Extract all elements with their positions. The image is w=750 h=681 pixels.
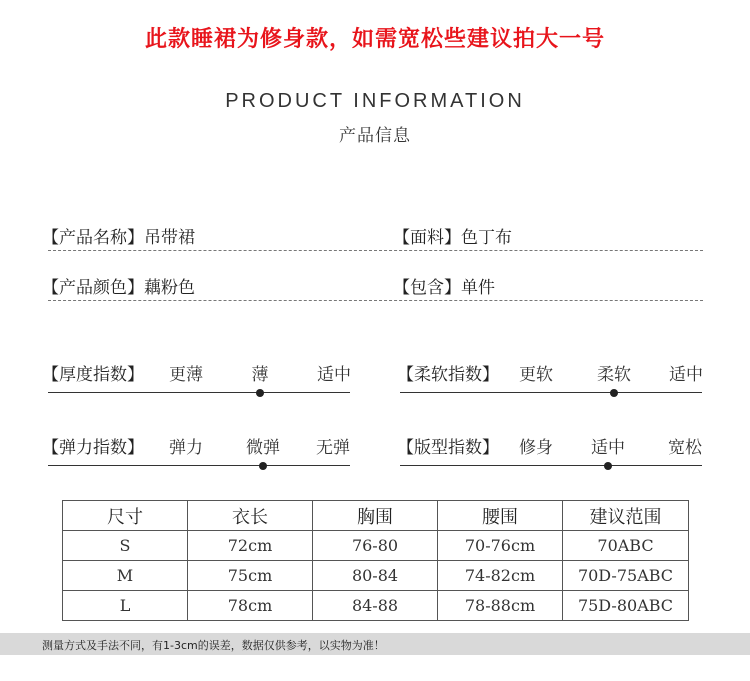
product-name-label: 【产品名称】: [42, 228, 144, 248]
footer-bar: [0, 633, 750, 655]
size-table-header-row: [63, 501, 689, 531]
thickness-option: 适中: [317, 365, 351, 385]
product-color-value: 藕粉色: [144, 278, 195, 298]
product-name-field: [42, 223, 195, 248]
cell-bust: 76-80: [313, 531, 438, 561]
header-length: 衣长: [188, 501, 313, 531]
thickness-index-label: 【厚度指数】: [42, 365, 144, 385]
cell-waist: 78-88cm: [438, 591, 563, 621]
divider: [48, 300, 703, 301]
thickness-option: 薄: [251, 365, 269, 385]
header-waist: 腰围: [438, 501, 563, 531]
elasticity-option: 无弹: [316, 438, 350, 458]
fit-index-label: 【版型指数】: [397, 438, 499, 458]
header-suggested-range: 建议范围: [563, 501, 689, 531]
size-table: [62, 500, 689, 621]
elasticity-option: 弹力: [169, 438, 203, 458]
fit-notice: 此款睡裙为修身款，如需宽松些建议拍大一号: [144, 26, 605, 52]
cell-length: 78cm: [188, 591, 313, 621]
elasticity-scale-line: [48, 465, 350, 466]
fit-option: 修身: [519, 438, 553, 458]
title-chinese: 产品信息: [339, 126, 411, 146]
cell-length: 75cm: [188, 561, 313, 591]
softness-option: 更软: [519, 365, 553, 385]
cell-range: 75D-80ABC: [563, 591, 689, 621]
header-bust: 胸围: [313, 501, 438, 531]
package-label: 【包含】: [393, 278, 461, 298]
softness-scale-line: [400, 392, 702, 393]
cell-range: 70D-75ABC: [563, 561, 689, 591]
fabric-value: 色丁布: [461, 228, 512, 248]
product-color-label: 【产品颜色】: [42, 278, 144, 298]
fit-option: 适中: [591, 438, 625, 458]
title-english: PRODUCT INFORMATION: [225, 90, 525, 112]
table-row: [63, 561, 689, 591]
cell-size: S: [63, 531, 188, 561]
package-field: [393, 273, 495, 298]
softness-scale-marker: [610, 389, 618, 397]
footer-disclaimer: 测量方式及手法不同，有1-3cm的误差，数据仅供参考，以实物为准！: [42, 639, 385, 652]
fabric-field: [393, 223, 512, 248]
cell-waist: 74-82cm: [438, 561, 563, 591]
elasticity-index-label: 【弹力指数】: [42, 438, 144, 458]
elasticity-option: 微弹: [246, 438, 280, 458]
product-name-value: 吊带裙: [144, 228, 195, 248]
cell-length: 72cm: [188, 531, 313, 561]
product-color-field: [42, 273, 195, 298]
cell-bust: 80-84: [313, 561, 438, 591]
softness-index-label: 【柔软指数】: [397, 365, 499, 385]
softness-option: 柔软: [597, 365, 631, 385]
table-row: [63, 591, 689, 621]
thickness-option: 更薄: [169, 365, 203, 385]
package-value: 单件: [461, 278, 495, 298]
cell-range: 70ABC: [563, 531, 689, 561]
fabric-label: 【面料】: [393, 228, 461, 248]
thickness-scale-line: [48, 392, 350, 393]
header-size: 尺寸: [63, 501, 188, 531]
divider: [48, 250, 703, 251]
fit-scale-line: [400, 465, 702, 466]
fit-option: 宽松: [668, 438, 702, 458]
cell-size: M: [63, 561, 188, 591]
elasticity-scale-marker: [259, 462, 267, 470]
softness-option: 适中: [669, 365, 703, 385]
cell-waist: 70-76cm: [438, 531, 563, 561]
cell-size: L: [63, 591, 188, 621]
fit-scale-marker: [604, 462, 612, 470]
table-row: [63, 531, 689, 561]
cell-bust: 84-88: [313, 591, 438, 621]
thickness-scale-marker: [256, 389, 264, 397]
